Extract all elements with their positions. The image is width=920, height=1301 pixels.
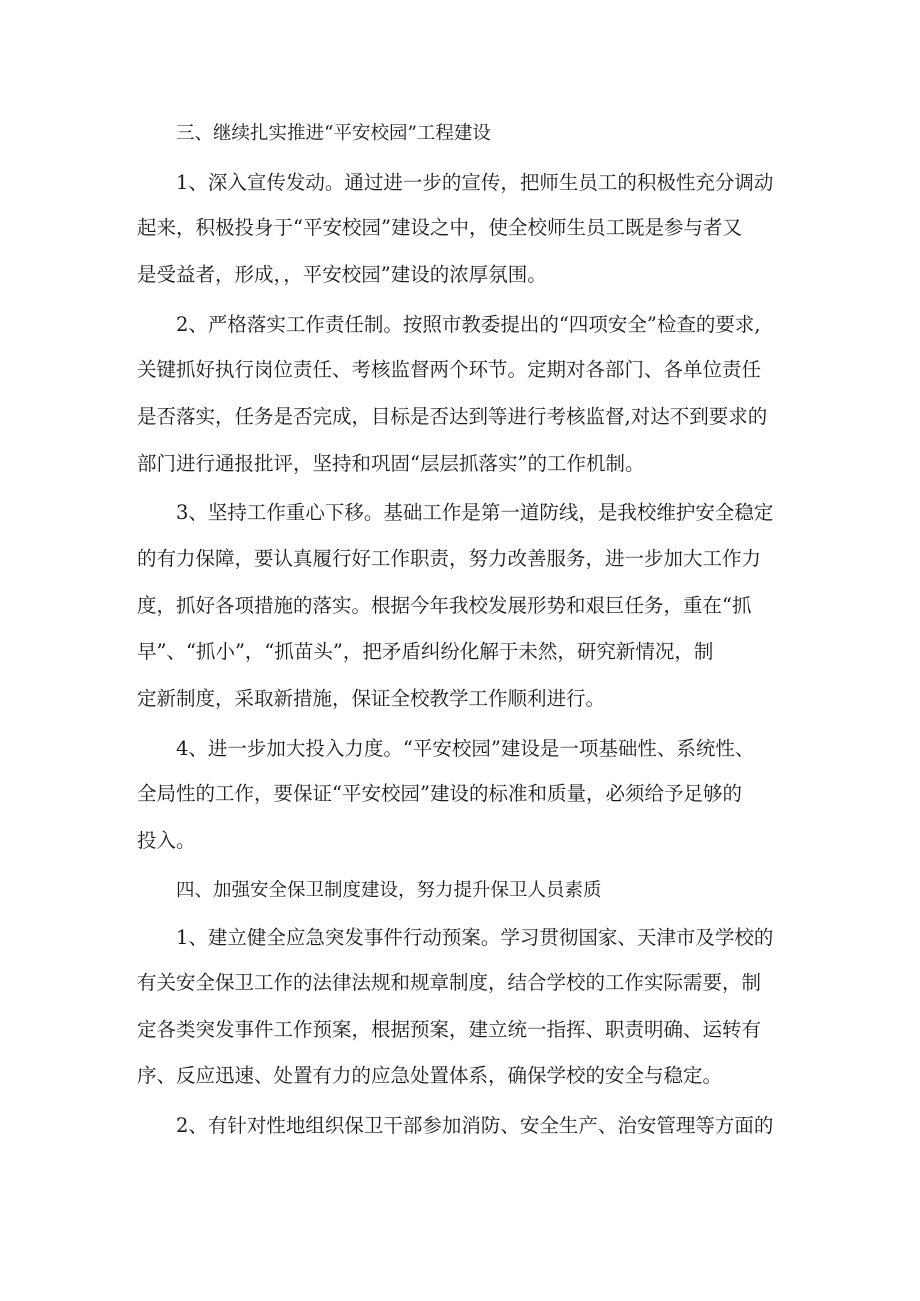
s4-item1-line4: 序、反应迅速、处置有力的应急处置体系，确保学校的安全与稳定。 [137, 1064, 723, 1087]
s3-item2-line4: 部门进行通报批评，坚持和巩固“层层抓落实”的工作机制。 [137, 452, 645, 475]
section-4-heading: 四、加强安全保卫制度建设，努力提升保卫人员素质 [176, 880, 602, 901]
s4-item1-line1: 1、建立健全应急突发事件行动预案。学习贯彻国家、天津市及学校的 [176, 926, 774, 949]
s3-item3-line3: 度，抓好各项措施的落实。根据今年我校发展形势和艰巨任务，重在“抓 [137, 594, 752, 617]
s4-item2-line1: 2、有针对性地组织保卫干部参加消防、安全生产、治安管理等方面的 [176, 1114, 774, 1137]
s3-item4-line3: 投入。 [137, 829, 196, 852]
s3-item4-line2: 全局性的工作，要保证“平安校园”建设的标准和质量，必须给予足够的 [137, 782, 742, 805]
s4-item1-line2: 有关安全保卫工作的法律法规和规章制度，结合学校的工作实际需要，制 [137, 971, 762, 994]
s3-item1-line1: 1、深入宣传发动。通过进一步的宣传，把师生员工的积极性充分调动 [176, 171, 774, 194]
s3-item3-line1: 3、坚持工作重心下移。基础工作是第一道防线，是我校维护安全稳定 [176, 501, 774, 524]
s3-item3-line2: 的有力保障，要认真履行好工作职责，努力改善服务，进一步加大工作力 [137, 547, 762, 570]
s3-item3-line4: 早”、“抓小”，“抓苗头”，把矛盾纠纷化解于未然，研究新情况，制 [137, 640, 714, 663]
section-3-heading: 三、继续扎实推进“平安校园”工程建设 [176, 123, 491, 144]
s3-item2-line2: 关键抓好执行岗位责任、考核监督两个环节。定期对各部门、各单位责任 [137, 358, 762, 381]
s3-item2-line3: 是否落实，任务是否完成，目标是否达到等进行考核监督,对达不到要求的 [137, 405, 768, 428]
s3-item3-line5: 定新制度，采取新措施，保证全校教学工作顺利进行。 [137, 687, 606, 710]
s4-item1-line3: 定各类突发事件工作预案，根据预案，建立统一指挥、职责明确、运转有 [137, 1018, 762, 1041]
s3-item4-line1: 4、进一步加大投入力度。“平安校园”建设是一项基础性、系统性、 [176, 737, 755, 760]
s3-item1-line2: 起来，积极投身于“平安校园”建设之中，使全校师生员工既是参与者又 [137, 216, 742, 239]
s3-item2-line1: 2、严格落实工作责任制。按照市教委提出的“四项安全”检查的要求, [176, 313, 761, 336]
s3-item1-line3: 是受益者，形成，，平安校园”建设的浓厚氛围。 [137, 263, 547, 286]
